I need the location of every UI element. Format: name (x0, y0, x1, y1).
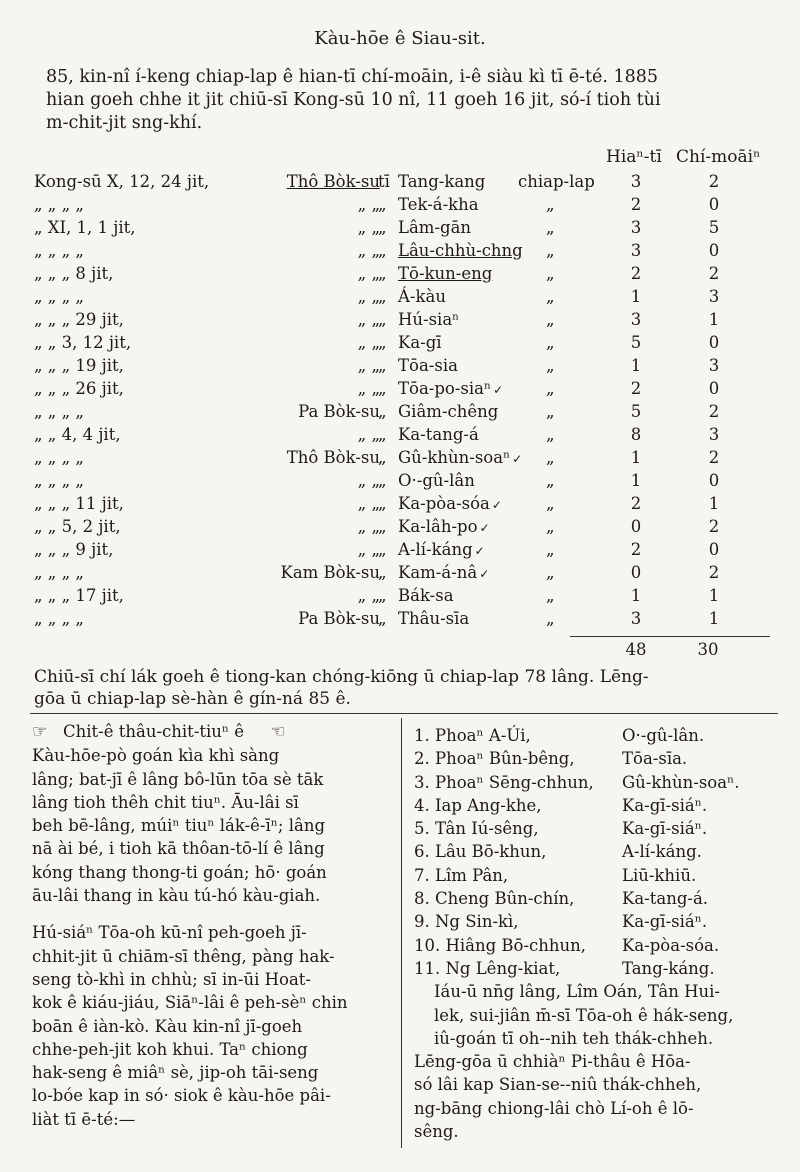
row-prefix: „ (378, 563, 387, 582)
student-church: Ka-tang-á. (622, 889, 709, 909)
check-mark-icon: ✓ (474, 544, 485, 558)
row-prefix: „ (378, 379, 387, 398)
list-item (414, 794, 784, 817)
student-church: Tang-káng. (622, 958, 715, 978)
row-suffix: „ (546, 333, 555, 352)
row-suffix: „ (546, 517, 555, 536)
row-date: „ „ „ „ (34, 402, 84, 421)
row-date: Kong-sū X, 12, 24 jit, (34, 172, 210, 191)
women-students-line: sêng. (414, 1122, 459, 1142)
row-sisters-count: 2 (708, 264, 720, 283)
row-place-name: A-lí-káng (398, 540, 473, 559)
row-sisters-count: 2 (708, 402, 720, 421)
notice-line: lâng; bat-jī ê lâng bô-lūn tōa sè tāk (32, 769, 324, 789)
row-brothers-count: 8 (630, 425, 642, 444)
student-name: 6. Lâu Bō-khun, (414, 842, 547, 862)
row-sisters-count: 2 (708, 517, 720, 536)
row-place (398, 494, 502, 513)
notice-heading: Chit-ê thâu-chit-tiuⁿ ê (63, 722, 245, 741)
row-brothers-count: 3 (630, 609, 642, 628)
row-place (398, 379, 503, 398)
row-prefix: „ (378, 586, 387, 605)
student-name: 10. Hiâng Bō-chhun, (414, 935, 587, 955)
list-item (414, 887, 784, 910)
notice-line: Kàu-hōe-pò goán kìa khì sàng (32, 746, 280, 766)
row-place-name: Ka-pòa-sóa (398, 494, 490, 513)
row-prefix: „ (378, 356, 387, 375)
row-date: „ „ „ „ (34, 241, 84, 260)
row-suffix: „ (546, 356, 555, 375)
row-brothers-count: 5 (630, 402, 642, 421)
row-sisters-count: 1 (708, 494, 720, 513)
total-brothers: 48 (625, 640, 647, 659)
row-brothers-count: 1 (630, 471, 642, 490)
row-brothers-count: 1 (630, 586, 642, 605)
list-item (414, 724, 784, 747)
summary-paragraph (34, 666, 774, 710)
notice-line: āu-lâi thang in kàu tú-hó kàu-giah. (32, 886, 321, 906)
student-name: 8. Cheng Bûn-chín, (414, 889, 575, 909)
row-pastor: „ „ (357, 218, 380, 237)
table-row (0, 563, 800, 586)
table-row (0, 241, 800, 264)
row-sisters-count: 0 (708, 333, 720, 352)
row-suffix: „ (546, 448, 555, 467)
row-pastor: „ „ (357, 379, 380, 398)
row-sisters-count: 0 (708, 195, 720, 214)
row-sisters-count: 0 (708, 379, 720, 398)
table-row (0, 609, 800, 632)
row-date: „ „ „ 26 jit, (34, 379, 124, 398)
extra-students-line: Iáu-ū nn̄g lâng, Lîm Oán, Tân Hui- (434, 982, 720, 1002)
row-pastor: Thô Bòk-su (286, 172, 380, 191)
row-suffix: „ (546, 540, 555, 559)
row-pastor: „ „ (357, 494, 380, 513)
row-date: „ „ „ „ (34, 609, 84, 628)
row-date: „ „ „ 19 jit, (34, 356, 124, 375)
row-sisters-count: 0 (708, 241, 720, 260)
row-pastor: „ „ (357, 264, 380, 283)
header-brothers: Hiaⁿ-tī (606, 147, 662, 167)
row-place (398, 517, 490, 536)
student-name: 7. Lîm Pân, (414, 865, 509, 885)
row-sisters-count: 2 (708, 448, 720, 467)
school-line: liàt tī ē-té:— (32, 1109, 136, 1129)
student-name: 5. Tân Iú-sêng, (414, 819, 539, 839)
row-prefix: tī (378, 172, 390, 191)
total-sisters: 30 (697, 640, 719, 659)
table-row (0, 425, 800, 448)
row-pastor: „ „ (357, 471, 380, 490)
row-place (398, 264, 492, 283)
school-line: lo-bóe kap in só· siok ê kàu-hōe pâi- (32, 1086, 331, 1106)
row-place-name: Kam-á-nâ (398, 563, 478, 582)
extra-students-line: iû-goán tī oh--nih teh thák-chheh. (434, 1028, 714, 1048)
row-date: „ „ „ „ (34, 287, 84, 306)
row-place (398, 310, 459, 329)
table-row (0, 494, 800, 517)
women-students-line: ng-bāng chiong-lâi chò Lí-oh ê lō- (414, 1098, 694, 1118)
list-item (414, 910, 784, 933)
intro-paragraph (46, 66, 776, 135)
row-suffix: „ (546, 195, 555, 214)
row-brothers-count: 2 (630, 494, 642, 513)
row-place-name: Ka-lâh-po (398, 517, 478, 536)
row-suffix: „ (546, 218, 555, 237)
row-prefix: „ (378, 264, 387, 283)
row-place (398, 609, 469, 628)
student-church: Liū-khiū. (622, 865, 697, 885)
row-date: „ „ „ „ (34, 448, 84, 467)
row-prefix: „ (378, 540, 387, 559)
list-item (414, 864, 784, 887)
row-brothers-count: 0 (630, 563, 642, 582)
row-pastor: „ „ (357, 517, 380, 536)
row-pastor: „ „ (357, 425, 380, 444)
list-item (414, 817, 784, 840)
row-brothers-count: 2 (630, 379, 642, 398)
row-date: „ „ „ 29 jit, (34, 310, 124, 329)
notice-heading-line (32, 720, 392, 744)
row-suffix: „ (546, 586, 555, 605)
row-brothers-count: 3 (630, 241, 642, 260)
student-church: O·-gû-lân. (622, 726, 705, 745)
row-place-name: Gû-khùn-soaⁿ (398, 448, 511, 467)
row-pastor: „ „ (357, 356, 380, 375)
row-date: „ „ „ 9 jit, (34, 540, 114, 559)
row-brothers-count: 5 (630, 333, 642, 352)
row-suffix: „ (546, 379, 555, 398)
notice-line: kóng thang thong-ti goán; hō· goán (32, 862, 327, 882)
row-brothers-count: 3 (630, 310, 642, 329)
table-row (0, 540, 800, 563)
row-prefix: „ (378, 448, 387, 467)
row-place-name: Tang-kang (398, 172, 486, 191)
women-students-paragraph (414, 1050, 784, 1143)
row-place-name: Lâm-gān (398, 218, 472, 237)
row-place-name: Thâu-sīa (398, 609, 470, 628)
row-pastor: „ „ (357, 586, 380, 605)
student-church: A-lí-káng. (622, 842, 702, 862)
row-brothers-count: 2 (630, 540, 642, 559)
row-place (398, 425, 479, 444)
table-row (0, 218, 800, 241)
school-paragraph (32, 921, 392, 1131)
extra-students-paragraph (414, 980, 784, 1050)
student-church: Gû-khùn-soaⁿ. (622, 772, 740, 792)
row-brothers-count: 3 (630, 172, 642, 191)
row-place-name: Tek-á-kha (398, 195, 479, 214)
row-date: „ „ 4, 4 jit, (34, 425, 121, 444)
row-brothers-count: 1 (630, 448, 642, 467)
row-suffix: „ (546, 425, 555, 444)
list-item (414, 957, 784, 980)
student-name: 3. Phoaⁿ Sēng-chhun, (414, 772, 594, 792)
student-church: Ka-gī-siáⁿ. (622, 912, 708, 932)
row-brothers-count: 1 (630, 356, 642, 375)
notice-paragraph (32, 744, 392, 907)
table-row (0, 586, 800, 609)
row-pastor: „ „ (357, 195, 380, 214)
header-sisters: Chí-moāiⁿ (676, 147, 761, 167)
row-place-name: Giâm-chêng (398, 402, 499, 421)
row-sisters-count: 5 (708, 218, 720, 237)
row-pastor: „ „ (357, 241, 380, 260)
row-place (398, 241, 523, 260)
totals-rule (570, 636, 770, 637)
list-item (414, 840, 784, 863)
row-date: „ „ „ 17 jit, (34, 586, 124, 605)
table-row (0, 287, 800, 310)
school-line: kok ê kiáu-jiáu, Siāⁿ-lâi ê peh-sèⁿ chin (32, 993, 348, 1013)
check-mark-icon: ✓ (493, 383, 504, 397)
left-column (32, 720, 392, 1131)
row-pastor: Pa Bòk-su (298, 609, 380, 628)
row-suffix: „ (546, 402, 555, 421)
table-row (0, 448, 800, 471)
row-sisters-count: 1 (708, 609, 720, 628)
school-line: seng tò-khì in chhù; sī in-ūi Hoat- (32, 969, 312, 989)
table-row (0, 310, 800, 333)
row-prefix: „ (378, 402, 387, 421)
student-name: 9. Ng Sin-kì, (414, 912, 519, 932)
row-sisters-count: 0 (708, 471, 720, 490)
row-place-name: Bák-sa (398, 586, 454, 605)
row-place-name: Tō-kun-eng (398, 264, 493, 283)
row-suffix: „ (546, 494, 555, 513)
student-name: 4. Iap Ang-khe, (414, 795, 542, 815)
row-date: „ „ „ „ (34, 195, 84, 214)
student-list (414, 724, 784, 980)
row-place-name: Ka-tang-á (398, 425, 479, 444)
student-name: 1. Phoaⁿ A-Úi, (414, 726, 531, 745)
row-brothers-count: 3 (630, 218, 642, 237)
list-item (414, 934, 784, 957)
row-sisters-count: 1 (708, 586, 720, 605)
section-divider (30, 713, 778, 714)
row-pastor: „ „ (357, 333, 380, 352)
row-suffix: „ (546, 264, 555, 283)
row-sisters-count: 3 (708, 425, 720, 444)
table-row (0, 195, 800, 218)
table-row (0, 402, 800, 425)
row-place (398, 195, 479, 214)
intro-line: hian goeh chhe it jit chiū-sī Kong-sū 10 nî, 11 goeh 16 jit, só-í tioh tùi (46, 90, 661, 110)
pointing-hand-right-icon: ☞ (32, 722, 48, 742)
check-mark-icon: ✓ (479, 521, 490, 535)
row-pastor: „ „ (357, 287, 380, 306)
student-church: Tōa-sīa. (622, 749, 688, 769)
row-prefix: „ (378, 425, 387, 444)
summary-line: gōa ū chiap-lap sè-hàn ê gín-ná 85 ê. (34, 689, 351, 709)
table-row (0, 172, 800, 195)
intro-line: m-chit-jit sng-khí. (46, 113, 203, 133)
row-suffix: „ (546, 241, 555, 260)
table-row (0, 471, 800, 494)
women-students-line: só lâi kap Sian-se--niû thák-chheh, (414, 1075, 702, 1095)
row-place-name: Lâu-chhù-chng (398, 241, 523, 260)
row-date: „ „ „ 8 jit, (34, 264, 114, 283)
row-place (398, 540, 485, 559)
row-place (398, 402, 498, 421)
row-place (398, 448, 522, 467)
row-place (398, 333, 442, 352)
check-mark-icon: ✓ (479, 567, 490, 581)
student-church: Ka-pòa-sóa. (622, 935, 720, 955)
row-date: „ „ „ 11 jit, (34, 494, 124, 513)
row-place-name: Hú-siaⁿ (398, 310, 460, 329)
row-pastor: „ „ (357, 540, 380, 559)
page-title: Kàu-hōe ê Siau-sit. (314, 28, 486, 49)
notice-line: beh bē-lâng, múiⁿ tiuⁿ lák-ê-īⁿ; lâng (32, 816, 326, 836)
list-item (414, 771, 784, 794)
row-prefix: „ (378, 494, 387, 513)
school-line: Hú-siáⁿ Tōa-oh kū-nî peh-goeh jī- (32, 923, 307, 943)
row-date: „ „ „ „ (34, 471, 84, 490)
table-row (0, 517, 800, 540)
table-row (0, 264, 800, 287)
school-line: hak-seng ê miâⁿ sè, jip-oh tāi-seng (32, 1063, 319, 1083)
row-suffix: chiap-lap (518, 172, 595, 191)
table-row (0, 356, 800, 379)
row-sisters-count: 0 (708, 540, 720, 559)
pointing-hand-left-icon: ☜ (270, 722, 286, 742)
row-sisters-count: 2 (708, 172, 720, 191)
list-item (414, 747, 784, 770)
row-prefix: „ (378, 609, 387, 628)
row-pastor: Kam Bòk-su (280, 563, 380, 582)
row-suffix: „ (546, 287, 555, 306)
row-date: „ „ 5, 2 jit, (34, 517, 121, 536)
student-church: Ka-gī-siáⁿ. (622, 819, 708, 839)
check-mark-icon: ✓ (512, 452, 523, 466)
row-date: „ „ 3, 12 jit, (34, 333, 132, 352)
row-place-name: Á-kàu (398, 287, 446, 306)
student-church: Ka-gī-siáⁿ. (622, 795, 708, 815)
row-suffix: „ (546, 609, 555, 628)
table-row (0, 333, 800, 356)
row-prefix: „ (378, 287, 387, 306)
row-prefix: „ (378, 218, 387, 237)
right-column (414, 724, 784, 1143)
student-name: 11. Ng Lêng-kiat, (414, 958, 561, 978)
row-place (398, 563, 489, 582)
row-sisters-count: 1 (708, 310, 720, 329)
women-students-line: Lēng-gōa ū chhiàⁿ Pi-thâu ê Hōa- (414, 1052, 691, 1072)
row-date: „ XI, 1, 1 jit, (34, 218, 136, 237)
row-place-name: O·-gû-lân (398, 471, 475, 490)
row-prefix: „ (378, 333, 387, 352)
school-line: boān ê iàn-kò. Kàu kin-nî jī-goeh (32, 1016, 303, 1036)
notice-line: nā ài bé, i tioh kā thôan-tō-lí ê lâng (32, 839, 325, 859)
school-line: chhe-peh-jit koh khui. Taⁿ chiong (32, 1039, 308, 1059)
row-suffix: „ (546, 563, 555, 582)
row-pastor: Pa Bòk-su (298, 402, 380, 421)
row-place (398, 471, 475, 490)
row-brothers-count: 2 (630, 264, 642, 283)
table-row (0, 379, 800, 402)
row-place (398, 172, 485, 191)
row-sisters-count: 3 (708, 287, 720, 306)
row-place-name: Ka-gī (398, 333, 442, 352)
row-place (398, 586, 454, 605)
row-pastor: Thô Bòk-su (286, 448, 380, 467)
row-suffix: „ (546, 310, 555, 329)
row-sisters-count: 2 (708, 563, 720, 582)
row-date: „ „ „ „ (34, 563, 84, 582)
notice-line: lâng tioh thêh chit tiuⁿ. Āu-lâi sī (32, 792, 299, 812)
row-prefix: „ (378, 310, 387, 329)
row-sisters-count: 3 (708, 356, 720, 375)
student-name: 2. Phoaⁿ Bûn-bêng, (414, 749, 575, 769)
intro-line: 85, kin-nî í-keng chiap-lap ê hian-tī chí-moāin, i-ê siàu kì tī ē-té. 1885 (46, 67, 659, 87)
membership-table (0, 172, 800, 632)
row-place-name: Tōa-po-siaⁿ (398, 379, 492, 398)
row-prefix: „ (378, 195, 387, 214)
row-brothers-count: 2 (630, 195, 642, 214)
row-pastor: „ „ (357, 310, 380, 329)
row-brothers-count: 0 (630, 517, 642, 536)
row-place-name: Tōa-sia (398, 356, 458, 375)
row-prefix: „ (378, 517, 387, 536)
row-prefix: „ (378, 241, 387, 260)
row-prefix: „ (378, 471, 387, 490)
row-brothers-count: 1 (630, 287, 642, 306)
row-suffix: „ (546, 471, 555, 490)
summary-line: Chiū-sī chí lák goeh ê tiong-kan chóng-kiōng ū chiap-lap 78 lâng. Lēng- (34, 667, 649, 687)
extra-students-line: lek, sui-jiân m̄-sī Tōa-oh ê hák-seng, (434, 1005, 734, 1025)
row-place (398, 287, 446, 306)
school-line: chhit-jit ū chiām-sī thêng, pàng hak- (32, 946, 335, 966)
column-divider (401, 718, 402, 1148)
row-place (398, 218, 471, 237)
check-mark-icon: ✓ (491, 498, 502, 512)
row-place (398, 356, 458, 375)
